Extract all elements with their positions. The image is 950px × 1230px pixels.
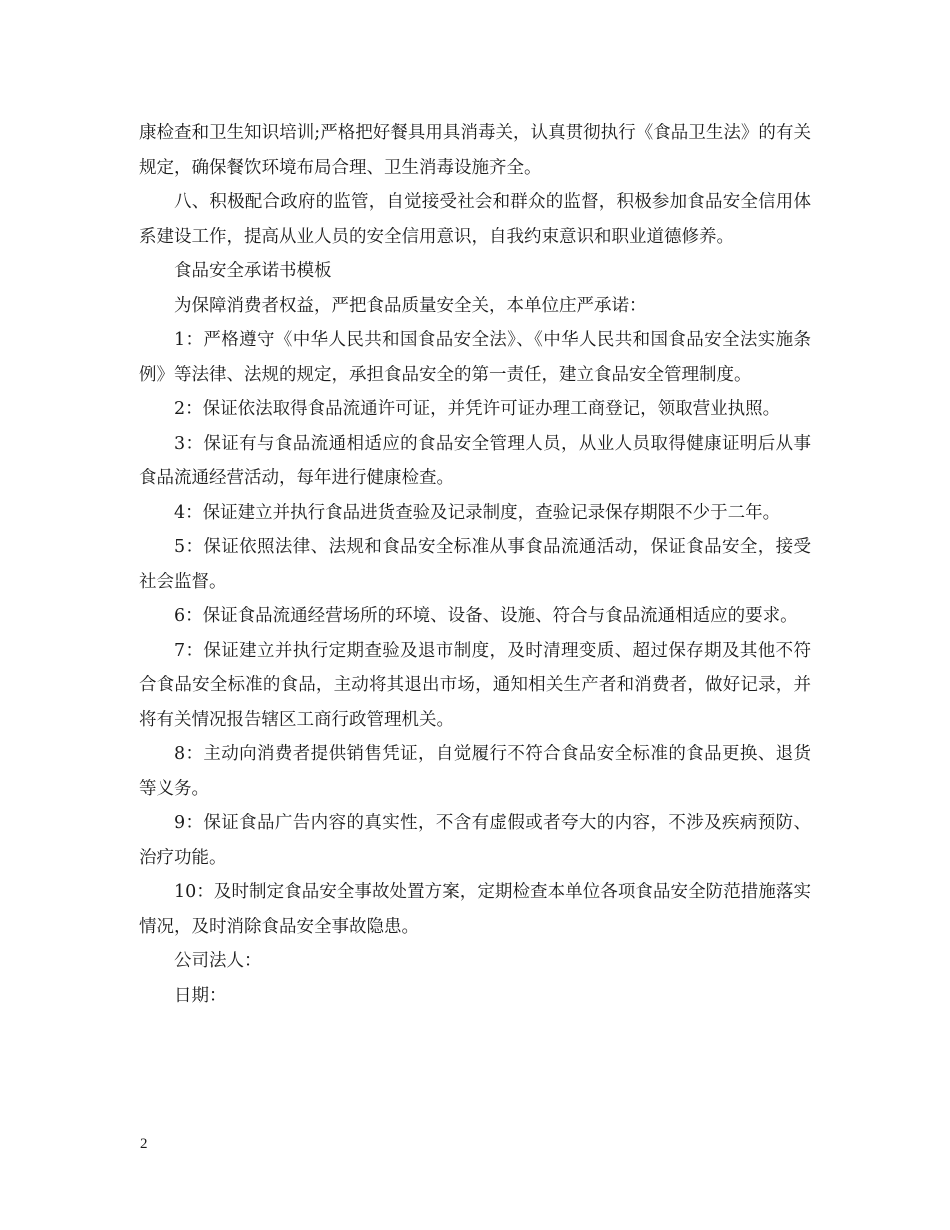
commitment-item-7: 7：保证建立并执行定期查验及退市制度，及时清理变质、超过保存期及其他不符合食品安全标准的食品，主动将其退出市场，通知相关生产者和消费者，做好记录，并将有关情况报告辖区工商行政管理机关。 xyxy=(139,640,811,730)
commitment-item-3: 3：保证有与食品流通相适应的食品安全管理人员，从业人员取得健康证明后从事食品流通经营活动，每年进行健康检查。 xyxy=(139,433,811,488)
commitment-item-5: 5：保证依照法律、法规和食品安全标准从事食品流通活动，保证食品安全，接受社会监督。 xyxy=(139,537,811,592)
paragraph-continuation: 康检查和卫生知识培训;严格把好餐具用具消毒关，认真贯彻执行《食品卫生法》的有关规定，确保餐饮环境布局合理、卫生消毒设施齐全。 xyxy=(139,123,811,178)
commitment-item-9: 9：保证食品广告内容的真实性，不含有虚假或者夸大的内容，不涉及疾病预防、治疗功能。 xyxy=(139,813,811,868)
commitment-item-2: 2：保证依法取得食品流通许可证，并凭许可证办理工商登记，领取营业执照。 xyxy=(174,399,781,419)
commitment-item-8: 8：主动向消费者提供销售凭证，自觉履行不符合食品安全标准的食品更换、退货等义务。 xyxy=(139,744,811,799)
commitment-item-10: 10：及时制定食品安全事故处置方案，定期检查本单位各项食品安全防范措施落实情况，及时消除食品安全事故隐患。 xyxy=(139,882,811,937)
section-heading: 食品安全承诺书模板 xyxy=(174,261,332,281)
paragraph-intro: 为保障消费者权益，严把食品质量安全关，本单位庄严承诺： xyxy=(174,295,647,316)
paragraph-item-eight: 八、积极配合政府的监管，自觉接受社会和群众的监督，积极参加食品安全信用体系建设工作，提高从业人员的安全信用意识，自我约束意识和职业道德修养。 xyxy=(139,192,811,247)
commitment-item-6: 6：保证食品流通经营场所的环境、设备、设施、符合与食品流通相适应的要求。 xyxy=(174,606,798,626)
commitment-item-1: 1：严格遵守《中华人民共和国食品安全法》、《中华人民共和国食品安全法实施条例》等法律、法规的规定，承担食品安全的第一责任，建立食品安全管理制度。 xyxy=(139,330,811,385)
commitment-item-4: 4：保证建立并执行食品进货查验及记录制度，查验记录保存期限不少于二年。 xyxy=(174,502,781,523)
body-text xyxy=(139,116,811,1013)
page-number: 2 xyxy=(140,1136,148,1152)
date-line: 日期： xyxy=(174,985,227,1006)
legal-representative-line: 公司法人： xyxy=(174,951,262,971)
